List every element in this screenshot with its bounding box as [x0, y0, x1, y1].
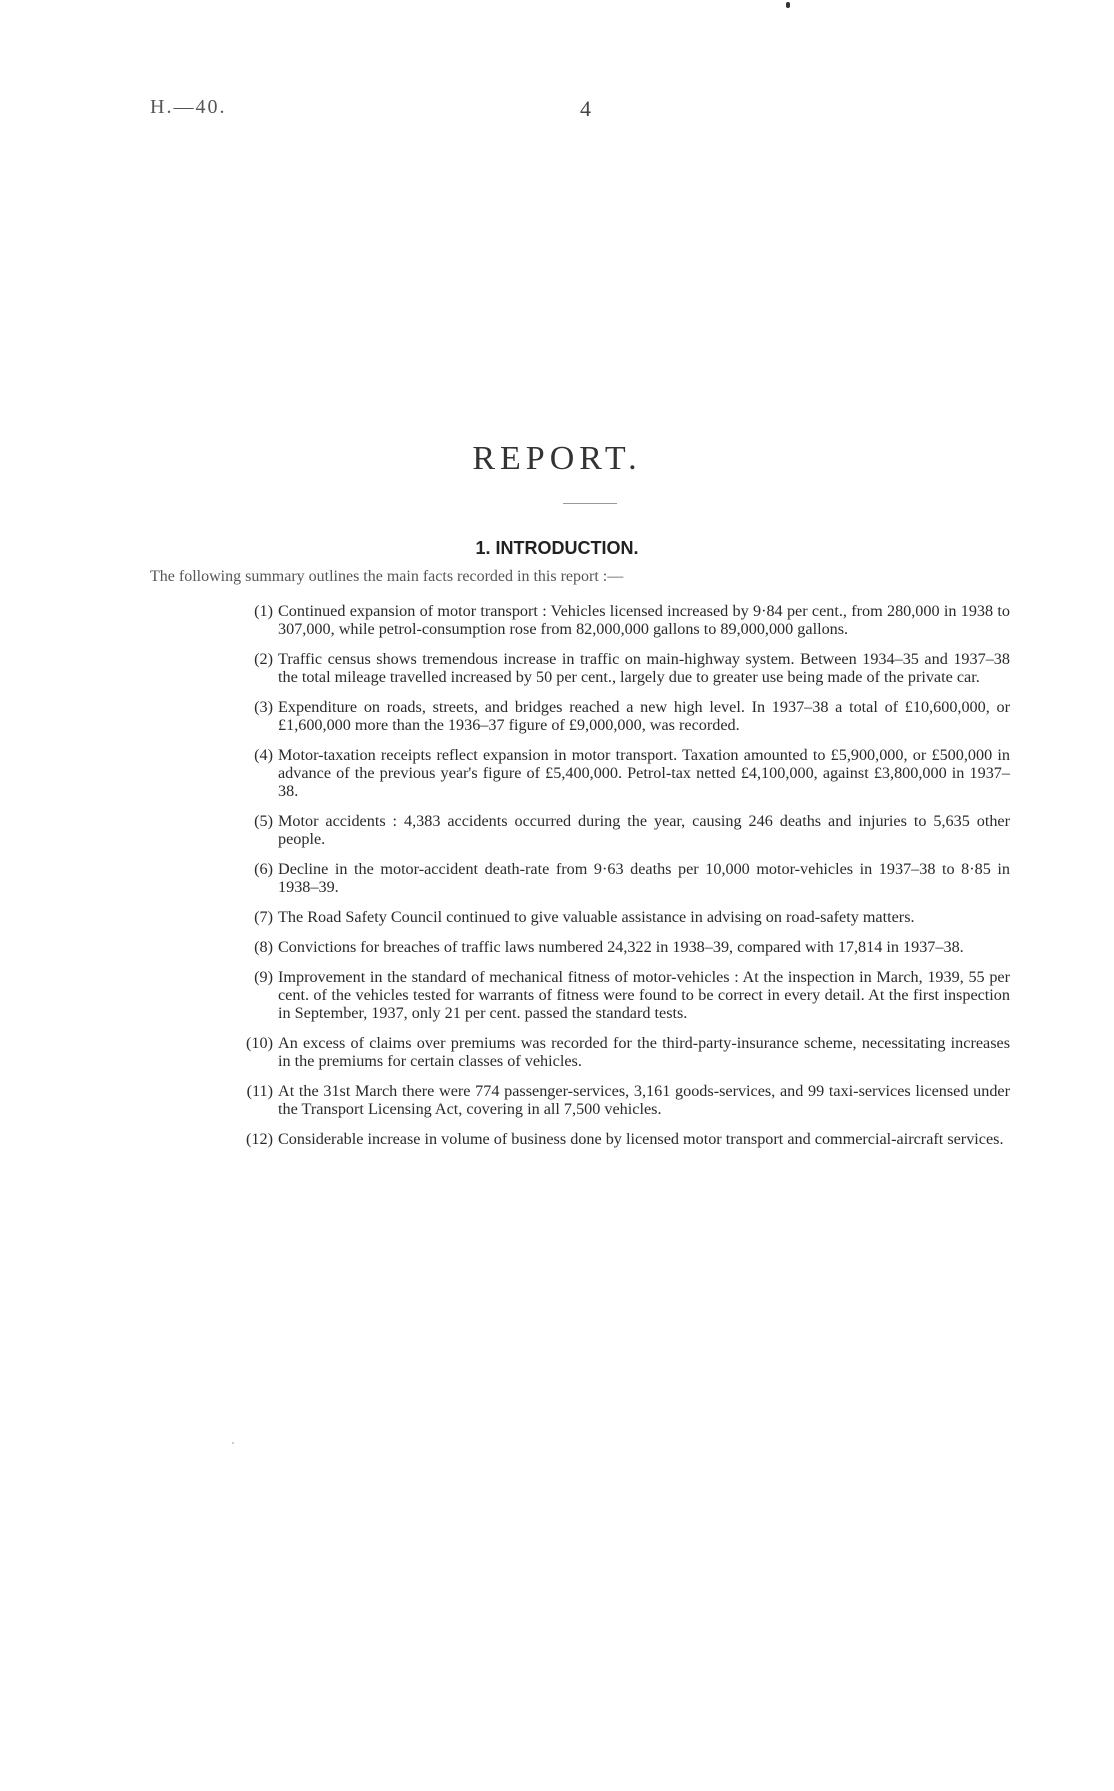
item-text: Considerable increase in volume of business done by licensed motor transport and commercial-aircraft services.	[278, 1130, 1004, 1148]
item-number: (6)	[254, 860, 273, 878]
item-number: (5)	[254, 812, 273, 830]
summary-item	[215, 908, 1010, 926]
item-text: An excess of claims over premiums was recorded for the third-party-insurance scheme, necessitating increases in the premiums for certain classes of vehicles.	[278, 1034, 1010, 1070]
summary-item	[215, 938, 1010, 956]
item-text: Motor accidents : 4,383 accidents occurred during the year, causing 246 deaths and injuries to 5,635 other people.	[278, 812, 1010, 848]
item-text: Motor-taxation receipts reflect expansion in motor transport. Taxation amounted to £5,900,000, or £500,000 in advance of the previous year's figure of £5,400,000. Petrol-tax netted £4,100,000, against £3,800,000 in 1937–38.	[278, 746, 1010, 800]
item-text: The Road Safety Council continued to give valuable assistance in advising on road-safety matters.	[278, 908, 915, 926]
item-text: Expenditure on roads, streets, and bridges reached a new high level. In 1937–38 a total of £10,600,000, or £1,600,000 more than the 1936–37 figure of £9,000,000, was recorded.	[278, 698, 1010, 734]
item-number: (8)	[254, 938, 273, 956]
item-text: At the 31st March there were 774 passenger-services, 3,161 goods-services, and 99 taxi-services licensed under the Transport Licensing Act, covering in all 7,500 vehicles.	[278, 1082, 1010, 1118]
page-number: 4	[580, 96, 591, 121]
document-reference: H.—40.	[150, 96, 227, 118]
item-number: (11)	[246, 1082, 273, 1100]
scan-speck	[232, 1442, 234, 1444]
item-number: (10)	[246, 1034, 273, 1052]
item-number: (4)	[254, 746, 273, 764]
item-text: Improvement in the standard of mechanical fitness of motor-vehicles : At the inspection in March, 1939, 55 per cent. of the vehicles tested for warrants of fitness were found to be correct in every detail. At the first inspection in September, 1937, only 21 per cent. passed the standard tests.	[278, 968, 1010, 1022]
summary-item	[215, 1082, 1010, 1118]
item-number: (9)	[254, 968, 273, 986]
summary-item	[215, 1034, 1010, 1070]
item-text: Continued expansion of motor transport : Vehicles licensed increased by 9·84 per cent., from 280,000 in 1938 to 307,000, while petrol-consumption rose from 82,000,000 gallons to 89,000,000 gallons.	[278, 602, 1010, 638]
item-number: (7)	[254, 908, 273, 926]
item-number: (12)	[246, 1130, 273, 1148]
summary-item	[215, 1130, 1010, 1148]
summary-item	[215, 650, 1010, 686]
item-text: Decline in the motor-accident death-rate from 9·63 deaths per 10,000 motor-vehicles in 1937–38 to 8·85 in 1938–39.	[278, 860, 1010, 896]
title-divider	[563, 503, 617, 504]
item-number: (1)	[254, 602, 273, 620]
summary-item	[215, 860, 1010, 896]
summary-list	[215, 602, 1010, 1160]
item-text: Traffic census shows tremendous increase in traffic on main-highway system. Between 1934–35 and 1937–38 the total mileage travelled increased by 50 per cent., largely due to greater use being made of the private car.	[278, 650, 1010, 686]
item-text: Convictions for breaches of traffic laws numbered 24,322 in 1938–39, compared with 17,814 in 1937–38.	[278, 938, 964, 956]
report-title: REPORT.	[472, 440, 642, 477]
summary-item	[215, 968, 1010, 1022]
item-number: (2)	[254, 650, 273, 668]
summary-item	[215, 746, 1010, 800]
scan-speck	[786, 2, 790, 8]
section-heading: 1. INTRODUCTION.	[475, 538, 639, 558]
summary-item	[215, 602, 1010, 638]
summary-item	[215, 812, 1010, 848]
item-number: (3)	[254, 698, 273, 716]
summary-item	[215, 698, 1010, 734]
intro-paragraph: The following summary outlines the main facts recorded in this report :—	[150, 568, 624, 585]
